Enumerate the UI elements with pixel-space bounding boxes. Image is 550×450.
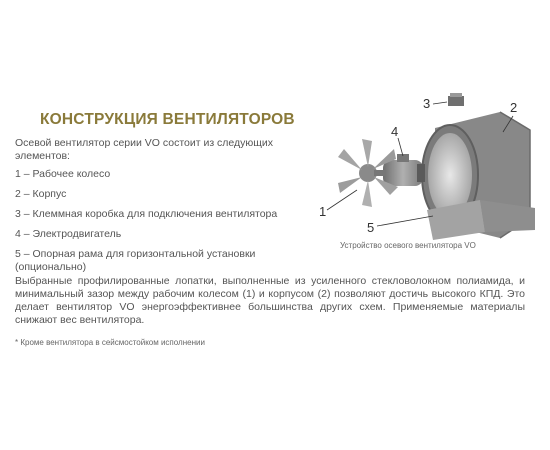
component-item-3: 3 – Клеммная коробка для подключения вентилятора [15,208,278,220]
component-item-5: 5 – Опорная рама для горизонтальной установки (опционально) [15,248,256,273]
svg-text:5: 5 [367,220,375,235]
callout-5 [367,216,433,235]
svg-text:2: 2 [510,100,518,115]
footnote: * Кроме вентилятора в сейсмостойком исполнении [15,338,205,347]
svg-text:3: 3 [423,96,431,111]
components-list [15,168,305,281]
callout-3 [423,96,447,111]
callout-1 [319,190,357,219]
svg-text:1: 1 [319,204,327,219]
svg-text:4: 4 [391,124,399,139]
figure-caption: Устройство осевого вентилятора VO [340,241,476,250]
component-item-1: 1 – Рабочее колесо [15,168,111,180]
description-paragraph: Выбранные профилированные лопатки, выполненные из усиленного стекловолокном полиамида, и минимальный зазор между рабочим колесом (1) и корпусом (2) позволяют достичь высокого КПД. Это делает вентилятор VO энергоэффективнее большинства других схем. Применяемые материалы снижают вес вентилятора. [15,275,525,326]
terminal-box [448,93,464,106]
component-item-4: 4 – Электродвигатель [15,228,122,240]
fan-diagram [305,90,550,250]
intro-text: Осевой вентилятор серии VO состоит из следующих элементов: [15,137,274,162]
section-title: КОНСТРУКЦИЯ ВЕНТИЛЯТОРОВ [40,111,295,128]
component-item-2: 2 – Корпус [15,188,67,200]
